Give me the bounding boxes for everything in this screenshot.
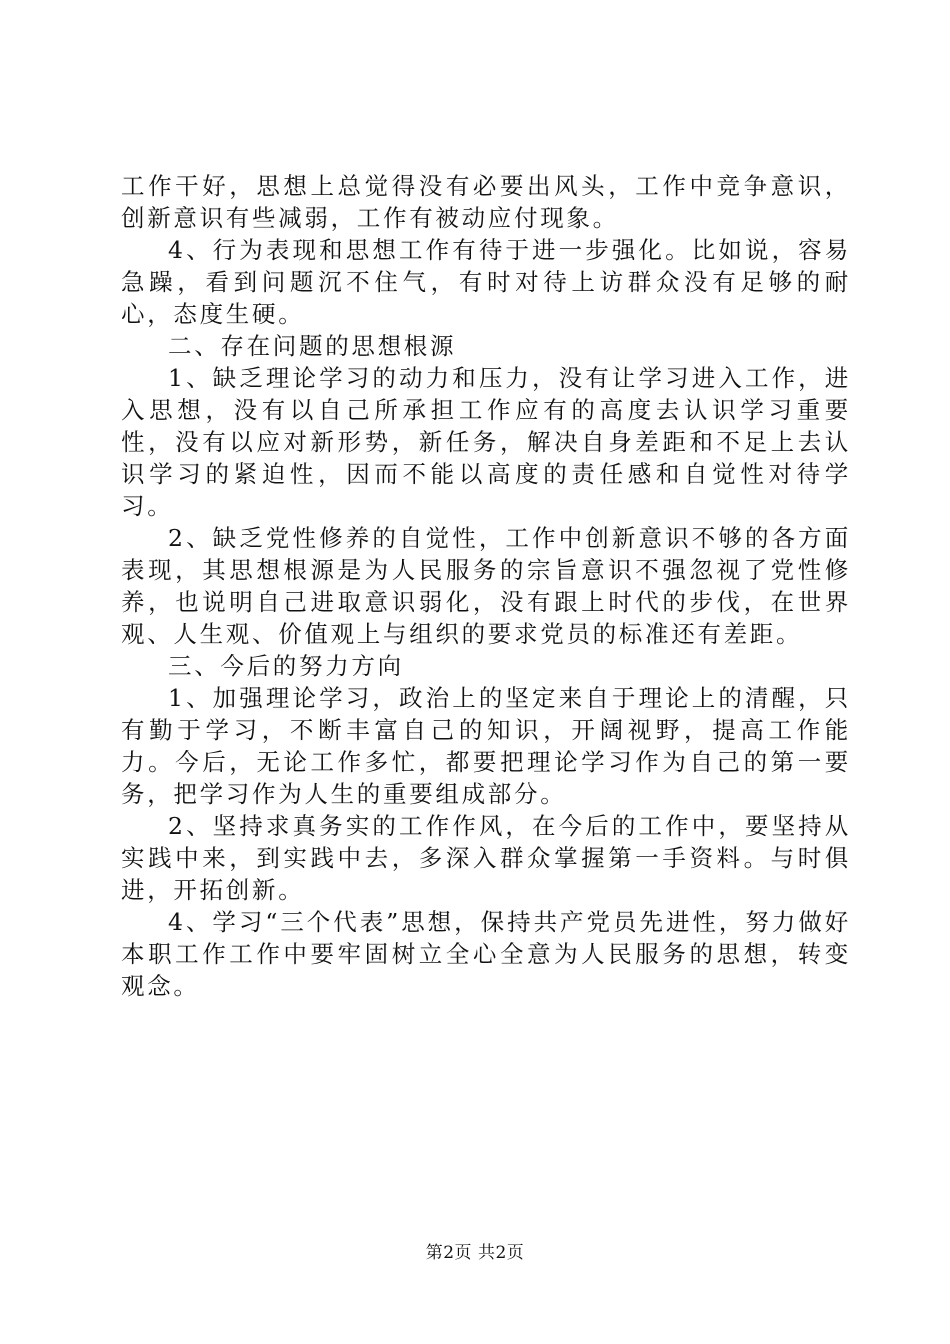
paragraph-direction-1: 1、加强理论学习，政治上的坚定来自于理论上的清醒，只有勤于学习，不断丰富自己的知识，开阔视野，提高工作能力。今后，无论工作多忙，都要把理论学习作为自己的第一要务，把学习作为人生的重要组成部分。	[121, 684, 851, 808]
paragraph-cause-1: 1、缺乏理论学习的动力和压力，没有让学习进入工作，进入思想，没有以自己所承担工作应有的高度去认识学习重要性，没有以应对新形势，新任务，解决自身差距和不足上去认识学习的紧迫性，因而不能以高度的责任感和自觉性对待学习。	[121, 364, 851, 520]
section-heading-future-direction: 三、今后的努力方向	[168, 652, 404, 680]
paragraph-continuation: 工作干好，思想上总觉得没有必要出风头，工作中竞争意识，创新意识有些减弱，工作有被动应付现象。	[121, 172, 851, 232]
document-body	[121, 170, 851, 1002]
paragraph-item-4-behavior: 4、行为表现和思想工作有待于进一步强化。比如说，容易急躁，看到问题沉不住气，有时对待上访群众没有足够的耐心，态度生硬。	[121, 236, 851, 328]
page-number-footer: 第2页 共2页	[425, 1243, 525, 1263]
section-heading-root-causes: 二、存在问题的思想根源	[168, 332, 457, 360]
paragraph-cause-2: 2、缺乏党性修养的自觉性，工作中创新意识不够的各方面表现，其思想根源是为人民服务的宗旨意识不强忽视了党性修养，也说明自己进取意识弱化，没有跟上时代的步伐，在世界观、人生观、价值观上与组织的要求党员的标准还有差距。	[121, 524, 851, 648]
paragraph-direction-4: 4、学习“三个代表”思想，保持共产党员先进性，努力做好本职工作工作中要牢固树立全心全意为人民服务的思想，转变观念。	[121, 908, 851, 1000]
paragraph-direction-2: 2、坚持求真务实的工作作风，在今后的工作中，要坚持从实践中来，到实践中去，多深入群众掌握第一手资料。与时俱进，开拓创新。	[121, 812, 851, 904]
